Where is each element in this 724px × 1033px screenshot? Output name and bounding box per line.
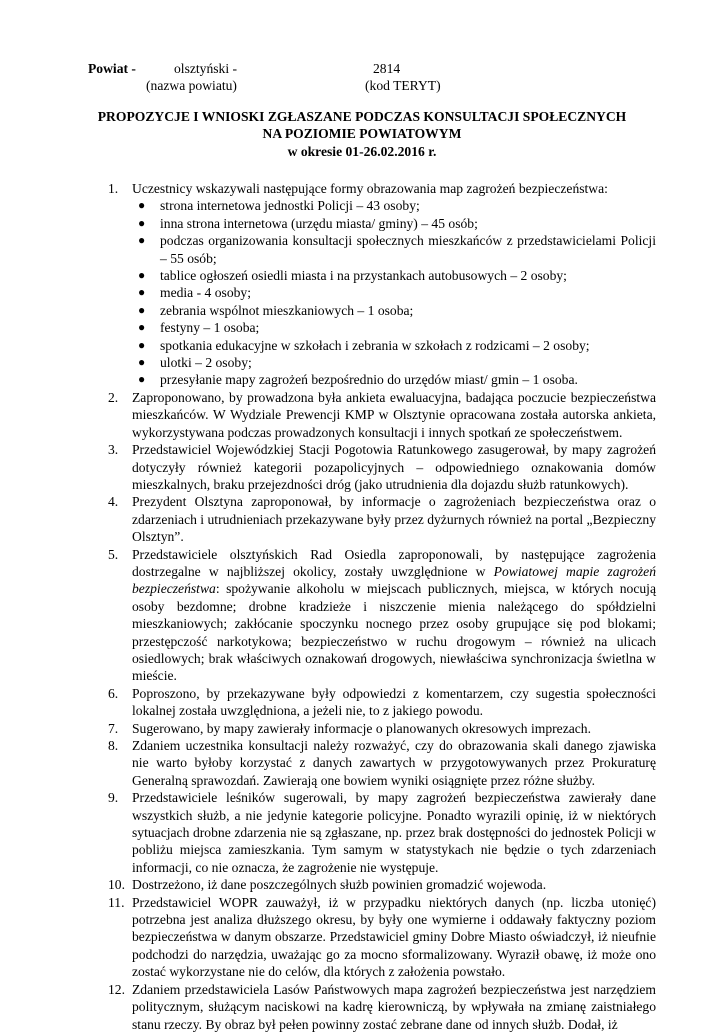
bullet-icon: ●	[138, 215, 146, 230]
bullet-icon: ●	[138, 372, 146, 387]
item-text: Przedstawiciel WOPR zauważył, iż w przypadku niektórych danych (np. liczba utonięć) potrzebna jest analiza dłuższego okresu, by były one wymierne i oddawały faktyczny poziom bezpieczeństwa w danym obszarze. Przedstawiciel gminy Dobre Miasto oświadczył, iż nieufnie podchodzi do narzędzia, uważając go za mocno sformalizowany. Wyraził obawę, iż może ono zostać wykorzystane nie do celów, dla których z założenia powstało.	[132, 894, 656, 980]
bullet-item	[132, 267, 656, 284]
bullet-icon: ●	[138, 233, 146, 248]
item-number: 4.	[108, 494, 119, 510]
bullet-icon: ●	[138, 285, 146, 300]
item-number: 10.	[108, 877, 125, 893]
item-number: 8.	[108, 738, 119, 753]
item-text: Sugerowano, by mapy zawierały informacje o planowanych okresowych imprezach.	[132, 720, 592, 736]
item-text-part: Przedstawiciele olsztyńskich Rad Osiedla zaproponowali, by następujące zagrożenia dostrzegalne w najbliższej okolicy, zostały uwzględnione w	[132, 546, 656, 579]
item-text: Zdaniem przedstawiciela Lasów Państwowych mapa zagrożeń bezpieczeństwa jest narzędziem politycznym, służącym naciskowi na kadrę kierowniczą, by wpływała na zmianę zaistniałego stanu rzeczy. By obraz był pełen powinny zostać zebrane dane od innych służb. Dodał, iż	[132, 981, 656, 1032]
list-item	[108, 737, 656, 789]
bullet-icon: ●	[138, 320, 146, 335]
bullet-icon: ●	[138, 302, 146, 317]
bullet-item	[132, 232, 656, 267]
item-number: 9.	[108, 790, 119, 806]
title-line-1: PROPOZYCJE I WNIOSKI ZGŁASZANE PODCZAS KONSULTACJI SPOŁECZNYCH	[97, 109, 627, 124]
item-number: 2.	[108, 389, 119, 405]
title-line-2: NA POZIOMIE POWIATOWYM	[262, 126, 462, 142]
bullet-text: tablice ogłoszeń osiedli miasta i na przystankach autobusowych – 2 osoby;	[160, 268, 567, 284]
teryt-caption: (kod TERYT)	[365, 78, 441, 93]
teryt-code: 2814	[373, 61, 401, 76]
bullet-text: przesyłanie mapy zagrożeń bezpośrednio do urzędów miast/ gmin – 1 osoba.	[160, 372, 578, 388]
item-number: 1.	[108, 181, 119, 196]
bullet-text: festyny – 1 osoba;	[160, 320, 260, 336]
item-text	[132, 547, 656, 684]
bullet-item	[132, 215, 656, 232]
list-item	[108, 981, 656, 1033]
list-item	[108, 876, 656, 893]
proposals-list	[108, 180, 656, 1033]
bullet-item	[132, 197, 656, 214]
list-item	[108, 894, 656, 981]
item-text: Przedstawiciel Wojewódzkiej Stacji Pogotowia Ratunkowego zasugerował, by mapy zagrożeń dotyczyły również kategorii pozapolicyjnych – odpowiedniego oznakowania domów mieszkalnych, braku przejezdności dróg (jako utrudnienia dla dojazdu służb ratunkowych).	[132, 442, 656, 492]
powiat-caption: (nazwa powiatu)	[146, 78, 237, 93]
item-text: Prezydent Olsztyna zaproponował, by informacje o zagrożeniach bezpieczeństwa oraz o zdarzeniach i utrudnieniach przekazywane były przez dyżurnych również na portal „Bezpieczny Olsztyn”.	[132, 494, 656, 545]
item-number: 7.	[108, 720, 119, 736]
item-text: Dostrzeżono, iż dane poszczególnych służb powinien gromadzić wojewoda.	[132, 877, 547, 893]
item-number: 12.	[108, 981, 125, 997]
bullet-icon: ●	[138, 198, 146, 213]
item-number: 5.	[108, 546, 119, 562]
item-number: 11.	[108, 894, 125, 910]
document-title	[0, 108, 724, 160]
bullet-item	[132, 319, 656, 336]
item-text: Poproszono, by przekazywane były odpowiedzi z komentarzem, czy sugestia społeczności lokalnej została uwzględniona, a jeżeli nie, to z jakiego powodu.	[132, 685, 656, 719]
list-item	[108, 441, 656, 493]
bullet-text: spotkania edukacyjne w szkołach i zebrania w szkołach z rodzicami – 2 osoby;	[160, 337, 590, 353]
item-number: 3.	[108, 442, 119, 458]
list-item	[108, 493, 656, 545]
bullet-text: zebrania wspólnot mieszkaniowych – 1 osoba;	[160, 302, 414, 318]
item-text: Przedstawiciele leśników sugerowali, by mapy zagrożeń bezpieczeństwa zawierały dane wszystkich służb, a nie jedynie kategorie policyjne. Ponadto wyrazili opinię, iż w niektórych sytuacjach drobne zdarzenia nie są zgłaszane, np. przez brak dostępności do jednostek Policji w pobliżu miejsca zamieszkania. Tym samym w statystykach nie będzie o tych zdarzeniach informacji, co nie oznacza, że zagrożenie nie występuje.	[132, 790, 656, 875]
list-item	[108, 789, 656, 876]
bullet-item	[132, 302, 656, 319]
powiat-label: Powiat -	[88, 61, 136, 76]
document-header	[0, 60, 724, 96]
bullet-item	[132, 337, 656, 354]
bullet-icon: ●	[138, 337, 146, 352]
bullet-item	[132, 284, 656, 301]
bullet-text: podczas organizowania konsultacji społecznych mieszkańców z przedstawicielami Policji – 55 osób;	[160, 233, 656, 266]
list-item	[108, 180, 656, 389]
bullet-text: inna strona internetowa (urzędu miasta/ gminy) – 45 osób;	[160, 215, 478, 231]
powiat-name: olsztyński -	[174, 61, 238, 76]
list-item	[108, 546, 656, 685]
item-number: 6.	[108, 685, 119, 701]
item-text: Zdaniem uczestnika konsultacji należy rozważyć, czy do obrazowania skali danego zjawiska nie warto byłoby korzystać z danych zawartych w przygotowywanych przez Prokuraturę Generalną sprawozdań. Zawierają one bowiem wyniki osiągnięte przez różne służby.	[132, 738, 656, 788]
bullet-icon: ●	[138, 355, 146, 370]
list-item	[108, 389, 656, 441]
bullet-list	[132, 197, 656, 388]
title-line-3: w okresie 01-26.02.2016 r.	[287, 143, 437, 159]
bullet-text: ulotki – 2 osoby;	[160, 355, 252, 371]
item-text-part: : spożywanie alkoholu w miejscach publicznych, miejsca, w których nocują osoby bezdomne; drobne kradzieże i niszczenie mienia należącego do spółdzielni mieszkaniowych; zakłócanie spoczynku nocnego przez osoby grupujące się pod blokami; przestępczość narkotykowa; bezpieczeństwo w ruchu drogowym – również na ulicach osiedlowych; brak właściwych oznakowań drogowych, niewłaściwa synchronizacja świetlna w mieście.	[132, 581, 656, 684]
item-text: Zaproponowano, by prowadzona była ankieta ewaluacyjna, badająca poczucie bezpieczeństwa mieszkańców. W Wydziale Prewencji KMP w Olsztynie opracowana została autorska ankieta, wykorzystywana podczas prowadzonych konsultacji i innych spotkań ze społeczeństwem.	[132, 389, 656, 440]
bullet-item	[132, 354, 656, 371]
bullet-icon: ●	[138, 268, 146, 283]
list-item	[108, 720, 656, 737]
bullet-text: strona internetowa jednostki Policji – 43 osoby;	[160, 198, 420, 214]
bullet-text: media - 4 osoby;	[160, 285, 251, 301]
bullet-item	[132, 371, 656, 388]
list-item	[108, 685, 656, 720]
item-text-emphasis: Powiatowej mapie zagrożeń bezpieczeństwa	[132, 563, 657, 597]
item-text: Uczestnicy wskazywali następujące formy obrazowania map zagrożeń bezpieczeństwa:	[132, 181, 608, 196]
